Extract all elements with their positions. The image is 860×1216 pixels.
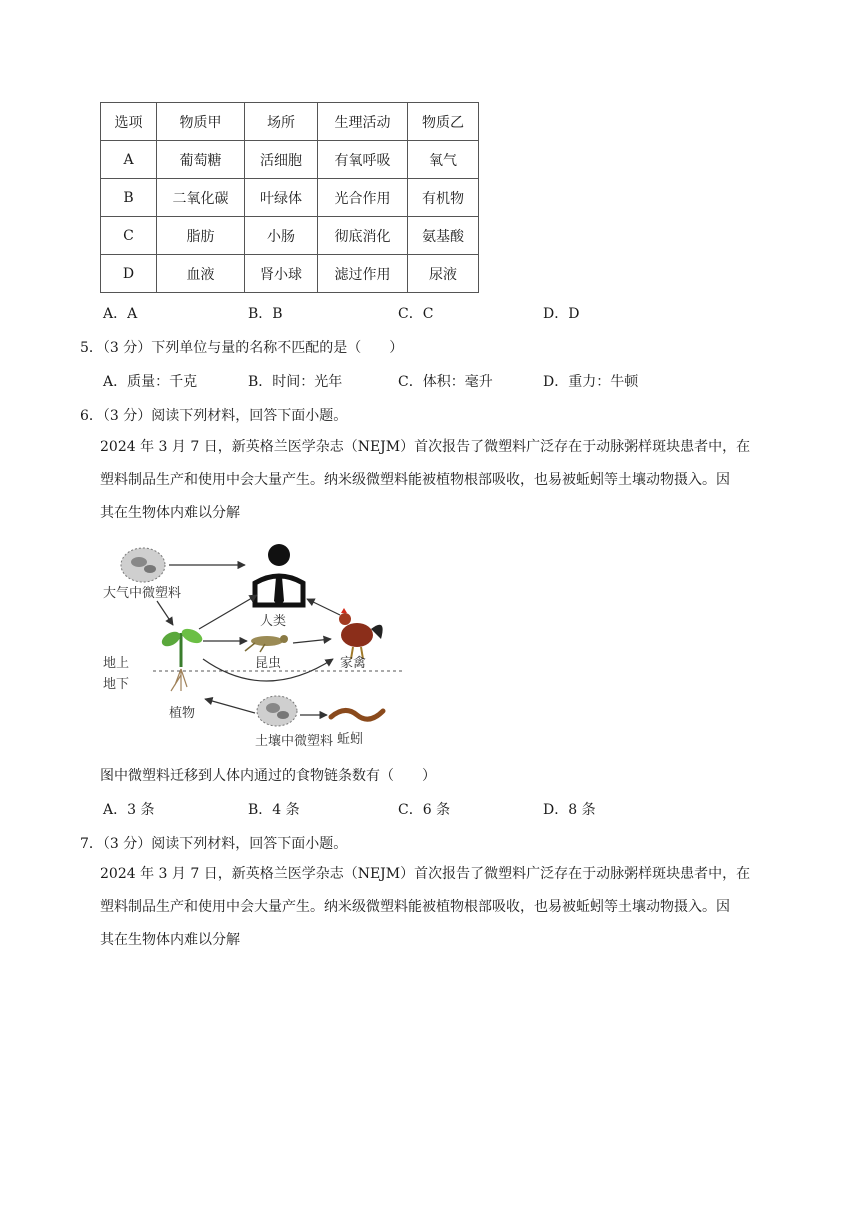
q5-choice-d[interactable]: D．重力：牛顿 — [543, 374, 639, 390]
q5-choice-b[interactable]: B．时间：光年 — [248, 374, 343, 390]
material-line: 2024 年 3 月 7 日，新英格兰医学杂志（NEJM）首次报告了微塑料广泛存在于动脉粥样斑块患者中，在 — [100, 866, 751, 882]
options-table — [100, 102, 479, 293]
material-line: 其在生物体内难以分解 — [100, 505, 240, 521]
q4-choice-b[interactable]: B．B — [248, 306, 283, 322]
q5-choice-a[interactable]: A．质量：千克 — [103, 374, 198, 390]
plant-label: 植物 — [169, 706, 196, 721]
table-header-cell: 生理活动 — [318, 103, 408, 141]
q6-choice-d[interactable]: D．8 条 — [543, 802, 596, 818]
material-line: 其在生物体内难以分解 — [100, 932, 240, 948]
q4-choice-a[interactable]: A．A — [103, 306, 138, 322]
table-row — [101, 179, 479, 217]
above-ground-label: 地上 — [103, 656, 130, 671]
poultry-icon — [339, 608, 383, 659]
q6-material — [100, 431, 780, 530]
below-ground-label: 地下 — [103, 677, 130, 692]
table-row — [101, 141, 479, 179]
table-cell: 有机物 — [408, 179, 479, 217]
arrow — [199, 595, 257, 629]
q5-stem: 5．（3 分）下列单位与量的名称不匹配的是（ ） — [80, 340, 404, 356]
table-cell: D — [101, 255, 157, 293]
table-cell: 滤过作用 — [318, 255, 408, 293]
table-header-cell: 物质乙 — [408, 103, 479, 141]
soil-microplastic-icon — [257, 696, 297, 726]
table-cell: 叶绿体 — [245, 179, 318, 217]
soil-microplastic-label: 土壤中微塑料 — [255, 734, 334, 749]
insect-icon — [245, 635, 288, 652]
q6-choice-c[interactable]: C．6 条 — [398, 802, 451, 818]
table-cell: 氨基酸 — [408, 217, 479, 255]
arrow — [293, 639, 331, 643]
human-label: 人类 — [260, 614, 287, 629]
air-microplastic-icon — [121, 548, 165, 582]
plant-icon — [159, 626, 204, 691]
table-cell: 活细胞 — [245, 141, 318, 179]
arrow — [307, 599, 340, 615]
air-microplastic-label: 大气中微塑料 — [103, 586, 182, 601]
table-header-cell: 物质甲 — [157, 103, 245, 141]
table-cell: 二氧化碳 — [157, 179, 245, 217]
table-header-cell: 选项 — [101, 103, 157, 141]
table-cell: 肾小球 — [245, 255, 318, 293]
q6-choice-b[interactable]: B．4 条 — [248, 802, 300, 818]
table-cell: C — [101, 217, 157, 255]
q6-question: 图中微塑料迁移到人体内通过的食物链条数有（ ） — [100, 768, 436, 784]
table-cell: 光合作用 — [318, 179, 408, 217]
table-cell: B — [101, 179, 157, 217]
table-cell: 彻底消化 — [318, 217, 408, 255]
table-cell: 尿液 — [408, 255, 479, 293]
earthworm-label: 蚯蚓 — [337, 732, 364, 747]
material-line: 塑料制品生产和使用中会大量产生。纳米级微塑料能被植物根部吸收，也易被蚯蚓等土壤动物摄入。因 — [100, 899, 730, 915]
q6-choice-a[interactable]: A．3 条 — [103, 802, 155, 818]
table-header-cell: 场所 — [245, 103, 318, 141]
table-cell: 脂肪 — [157, 217, 245, 255]
material-line: 塑料制品生产和使用中会大量产生。纳米级微塑料能被植物根部吸收，也易被蚯蚓等土壤动物摄入。因 — [100, 472, 730, 488]
q4-choice-c[interactable]: C．C — [398, 306, 434, 322]
table-cell: A — [101, 141, 157, 179]
q6-stem: 6．（3 分）阅读下列材料，回答下面小题。 — [80, 408, 348, 424]
q7-material — [100, 858, 780, 957]
table-row — [101, 217, 479, 255]
insect-label: 昆虫 — [255, 656, 282, 671]
table-cell: 葡萄糖 — [157, 141, 245, 179]
earthworm-icon — [331, 710, 383, 719]
arrow — [205, 699, 255, 713]
table-cell: 血液 — [157, 255, 245, 293]
table-cell: 有氧呼吸 — [318, 141, 408, 179]
table-header-row — [101, 103, 479, 141]
arrow — [157, 601, 173, 625]
table-cell: 氧气 — [408, 141, 479, 179]
poultry-label: 家禽 — [340, 656, 367, 671]
food-web-diagram — [95, 535, 415, 755]
q5-choice-c[interactable]: C．体积：毫升 — [398, 374, 493, 390]
q4-choice-d[interactable]: D．D — [543, 306, 580, 322]
human-icon — [255, 544, 303, 607]
table-cell: 小肠 — [245, 217, 318, 255]
table-row — [101, 255, 479, 293]
q7-stem: 7．（3 分）阅读下列材料，回答下面小题。 — [80, 836, 348, 852]
material-line: 2024 年 3 月 7 日，新英格兰医学杂志（NEJM）首次报告了微塑料广泛存在于动脉粥样斑块患者中，在 — [100, 439, 751, 455]
